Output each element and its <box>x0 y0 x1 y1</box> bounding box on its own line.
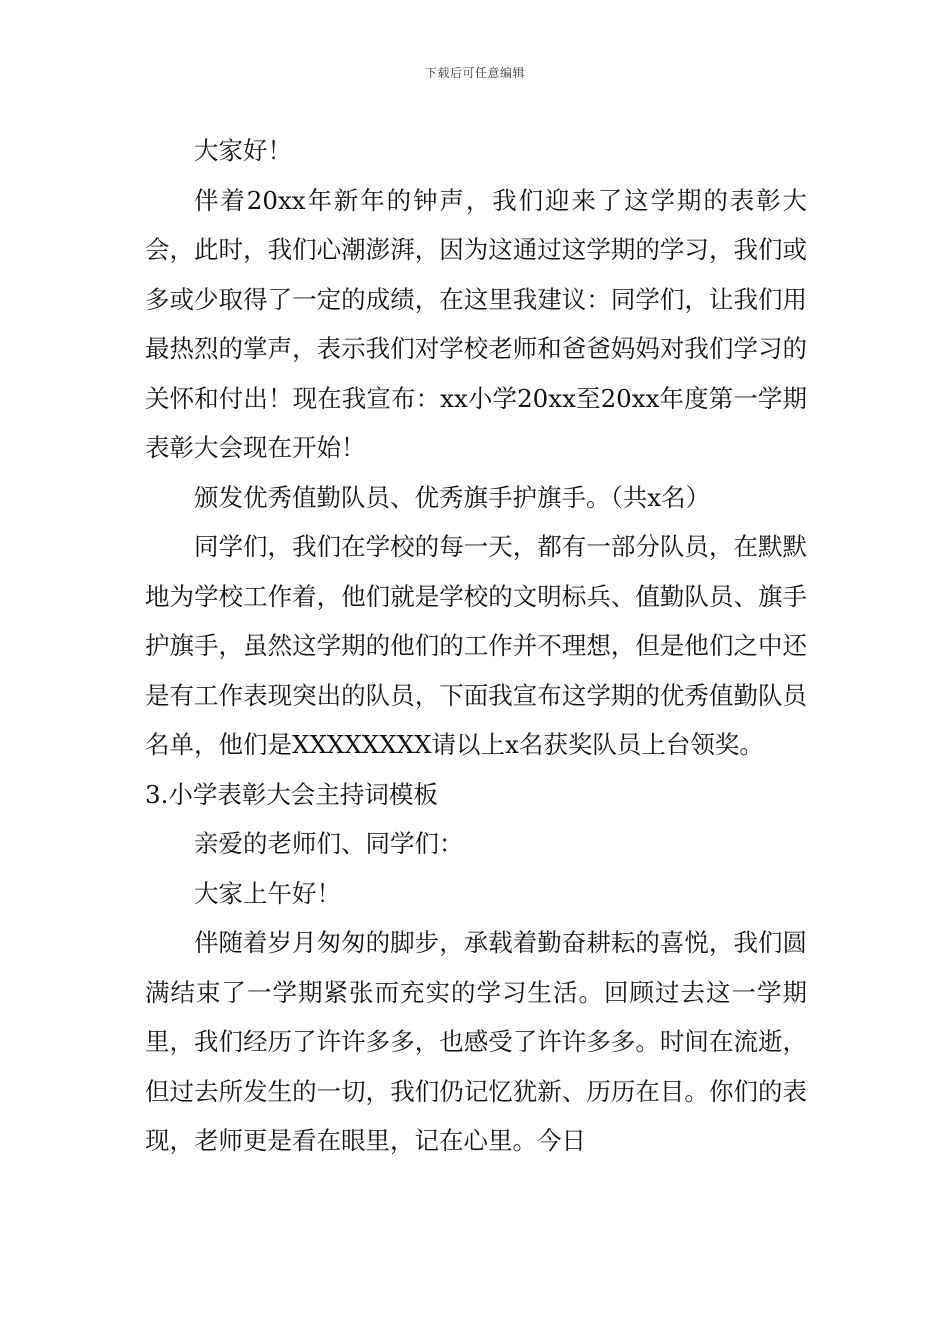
page-header-note: 下载后可任意编辑 <box>424 66 525 80</box>
paragraph-salutation: 亲爱的老师们、同学们： <box>194 829 464 858</box>
document-body <box>145 126 807 1166</box>
paragraph-opening: 伴着20xx年新年的钟声，我们迎来了这学期的表彰大会，此时，我们心潮澎湃，因为这通过这学期的学习，我们或多或少取得了一定的成绩，在这里我建议：同学们，让我们用最热烈的掌声，表示我们对学校老师和爸爸妈妈对我们学习的关怀和付出！现在我宣布：xx小学20xx至20xx年度第一学期表彰大会现在开始！ <box>145 185 807 462</box>
paragraph-morning-greeting: 大家上午好！ <box>194 878 341 908</box>
section-heading: 3.小学表彰大会主持词模板 <box>145 779 438 809</box>
paragraph-award-announcement: 颁发优秀值勤队员、优秀旗手护旗手。（共x名） <box>194 482 711 512</box>
paragraph-review: 伴随着岁月匆匆的脚步，承载着勤奋耕耘的喜悦，我们圆满结束了一学期紧张而充实的学习生活。回顾过去这一学期里，我们经历了许许多多，也感受了许许多多。时间在流逝，但过去所发生的一切，我们仍记忆犹新、历历在目。你们的表现，老师更是看在眼里，记在心里。今日 <box>145 928 807 1155</box>
paragraph-duty-team: 同学们，我们在学校的每一天，都有一部分队员，在默默地为学校工作着，他们就是学校的文明标兵、值勤队员、旗手护旗手，虽然这学期的他们的工作并不理想，但是他们之中还是有工作表现突出的队员，下面我宣布这学期的优秀值勤队员名单，他们是XXXXXXXX请以上x名获奖队员上台领奖。 <box>145 532 807 759</box>
paragraph-greeting: 大家好！ <box>194 136 292 165</box>
